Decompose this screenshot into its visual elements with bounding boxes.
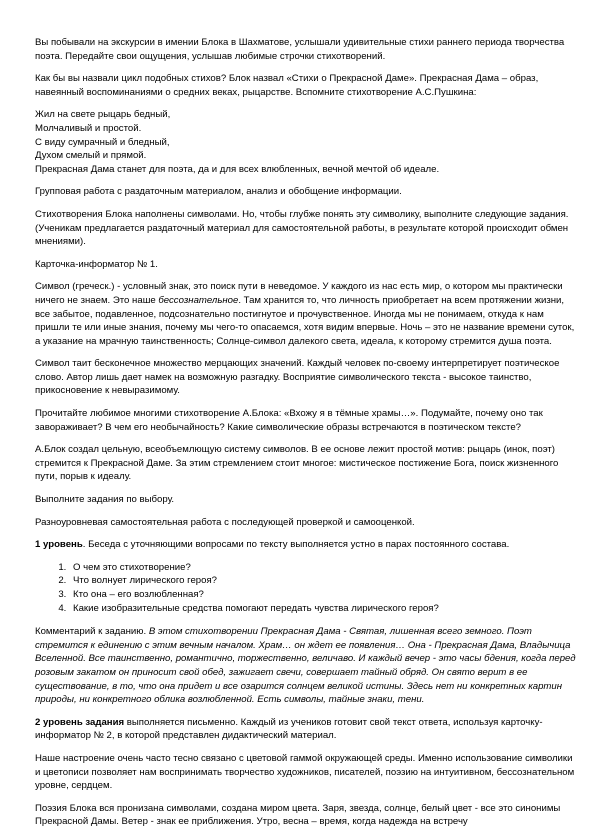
symbol-definition-paragraph — [35, 280, 577, 348]
symbol-text-b: . Там хранится то, что личность приобретает на всем протяжении жизни, все забытое, подавленное, подсознательно постигнутое и прочувственное. Иногда мы не понимаем, откуда к нам пришли те или иные знания, почему мы чего-то опасаемся, хотя видим впервые. Ночь – это не название времени суток, а указание на мрачную таинственность; Солнце-символ далекого света, идеала, к которому стремится душа поэта. — [35, 294, 575, 347]
comment-text: В этом стихотворении Прекрасная Дама - Святая, лишенная всего земного. Поэт стремится к единению с этим вечным началом. Храм… он ждет ее появления… Она - Прекрасная Дама, Владычица Вселенной. Все таинственно, романтично, торжественно, величаво. И каждый вечер - это часы бдения, когда перед розовым закатом он приносит свой обед, зажигает свечи, совершает тайный обряд. Он свято верит в ее существование, в то, что она придет и все озарится солнцем великой истины. Здесь нет ни конкретных картин природы, ни конкретного облика возлюбленной. Есть символы, тайные знаки, тени. — [35, 626, 576, 706]
symbol-text-emphasis: бессознательное — [158, 294, 239, 306]
document-page — [35, 36, 577, 838]
comment-paragraph — [35, 625, 577, 707]
poem-line: Прекрасная Дама станет для поэта, да и для всех влюбленных, вечной мечтой об идеале. — [35, 163, 440, 175]
level-2-text: выполняется письменно. Каждый из учеников готовит свой текст ответа, используя карточку-информатор № 2, в которой представлен дидактический материал. — [35, 716, 543, 742]
question-item: 3. Кто она – его возлюбленная? — [69, 588, 577, 602]
cycle-paragraph: Как бы вы назвали цикл подобных стихов? Блок назвал «Стихи о Прекрасной Даме». Прекрасная Дама – образ, навеянный воспоминаниями о средних веках, рыцарстве. Вспомните стихотворение А.С.Пушкина: — [35, 73, 539, 98]
card-title: Карточка-информатор № 1. — [35, 258, 158, 270]
question-item: 1. О чем это стихотворение? — [69, 561, 577, 575]
group-work-paragraph: Групповая работа с раздаточным материалом, анализ и обобщение информации. — [35, 186, 402, 198]
poem-line: Молчаливый и простой. — [35, 122, 142, 134]
symbols-task-paragraph: Стихотворения Блока наполнены символами. Но, чтобы глубже понять эту символику, выполните следующие задания. (Ученикам предлагается раздаточный материал для самостоятельной работы, в результате которой происходит обмен мнениями). — [35, 208, 569, 248]
level-1-label: 1 уровень — [35, 539, 83, 551]
level-1-text: . Беседа с уточняющими вопросами по тексту выполняется устно в парах постоянного состава. — [82, 539, 510, 551]
blok-system-paragraph: А.Блок создал цельную, всеобъемлющую систему символов. В ее основе лежит простой мотив: рыцарь (инок, поэт) стремится к Прекрасной Даме. За этим стремлением стоит многое: мистическое постижение Бога, поиск жизненного пути, порыв к идеалу. — [35, 444, 559, 483]
comment-label: Комментарий к заданию. — [35, 626, 149, 638]
symbol-text-a: Символ (греческ.) - условный знак, это поиск пути в неведомое. У каждого из нас есть мир, о котором мы практически ничего не знаем. Это наше — [35, 281, 563, 306]
blok-poetry-paragraph: Поэзия Блока вся пронизана символами, создана миром цвета. Заря, звезда, солнце, белый цвет - все это синонимы Прекрасной Дамы. Ветер - знак ее приближения. Утро, весна – время, когда надежда на встречу — [35, 802, 561, 828]
symbol-meaning-paragraph: Символ таит бесконечное множество мерцающих значений. Каждый человек по-своему интерпретирует поэтическое слово. Автор лишь дает намек на возможную разгадку. Восприятие символического текста - высокое таинство, прикосновение к невыразимому. — [35, 358, 560, 397]
multilevel-paragraph: Разноуровневая самостоятельная работа с последующей проверкой и самооценкой. — [35, 516, 415, 528]
color-mood-paragraph: Наше настроение очень часто тесно связано с цветовой гаммой окружающей среды. Именно использование символики и цветописи позволяет нам воспринимать творчество художников, писателей, поэзию на интуитивном, бессознательном уровне, сердцем. — [35, 752, 575, 792]
poem-line: Жил на свете рыцарь бедный, — [35, 109, 171, 121]
pushkin-poem — [35, 108, 577, 176]
question-item: 2. Что волнует лирического героя? — [69, 574, 577, 588]
level-2-label: 2 уровень задания — [35, 716, 125, 728]
read-poem-paragraph: Прочитайте любимое многими стихотворение А.Блока: «Вхожу я в тёмные храмы…». Подумайте, почему оно так завораживает? В чем его необычайность? Какие символические образы встречаются в поэтическом тексте? — [35, 408, 543, 433]
poem-line: С виду сумрачный и бледный, — [35, 136, 170, 148]
choose-task-paragraph: Выполните задания по выбору. — [35, 494, 175, 506]
level-2-paragraph — [35, 716, 577, 743]
questions-list — [35, 561, 577, 615]
level-1-paragraph — [35, 538, 577, 552]
intro-paragraph: Вы побывали на экскурсии в имении Блока в Шахматове, услышали удивительные стихи раннего периода творчества поэта. Передайте свои ощущения, услышав любимые строчки стихотворений. — [35, 37, 565, 62]
poem-line: Духом смелый и прямой. — [35, 150, 147, 162]
question-item: 4. Какие изобразительные средства помогают передать чувства лирического героя? — [69, 602, 577, 616]
